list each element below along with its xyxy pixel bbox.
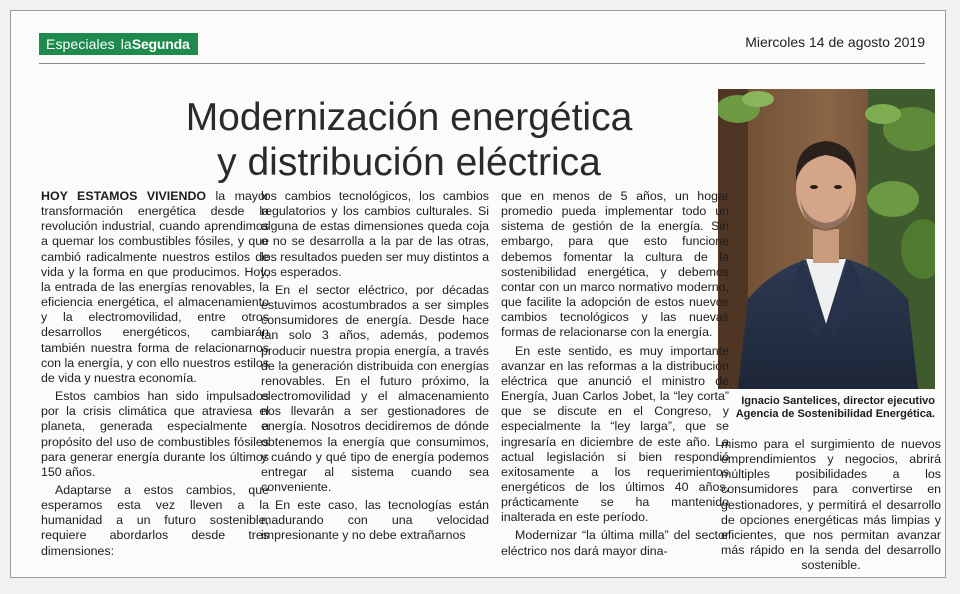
paragraph-7-continued: mismo para el surgimiento de nuevos emprendimientos y negocios, abrirá múltiples posibilidades a los consumidores para convertirse en gestionadores, y permitirá el desarrollo de opciones energéticas más limpias y eficientes, que nos permitan avanzar más rápido en la senda del desarrollo sostenible. <box>721 437 941 573</box>
article-column-1 <box>41 189 269 559</box>
photo-caption <box>718 395 935 421</box>
article-column-3 <box>501 189 729 559</box>
caption-line-2: Agencia de Sostenibilidad Energética. <box>735 408 935 420</box>
article-column-2 <box>261 189 489 544</box>
paragraph-3: Adaptarse a estos cambios, que esperamos esta vez lleven a la humanidad a un futuro sostenible, requiere abordarlos desde tres dimensiones: <box>41 482 269 558</box>
paragraph-1 <box>41 189 269 386</box>
lead-in: HOY ESTAMOS VIVIENDO <box>41 189 207 203</box>
paragraph-1-text: la mayor transformación energética desde la revolución industrial, cuando aprendimos a quemar los combustibles fósiles, y que cambió radicalmente nuestros estilos de vida y la forma en que producimos. Hoy, la entrada de las energías renovables, la eficiencia energética, el almacenamiento y la electromovilidad, entre otros desarrollos energéticos, cambiarán también nuestra forma de relacionarnos con la energía, y con ello nuestros estilos de vida y nuestra economía. <box>41 189 269 385</box>
header-divider <box>39 63 925 64</box>
paragraph-5: En este caso, las tecnologías están madurando con una velocidad impresionante y no debe extrañarnos <box>261 498 489 543</box>
article-column-4 <box>721 437 941 573</box>
headline-line-2: y distribución eléctrica <box>217 141 601 184</box>
paragraph-4: En el sector eléctrico, por décadas estuvimos acostumbrados a ser simples consumidores de energía. Desde hace tan solo 3 años, además, podemos producir nuestra propia energía, a través de la generación distribuida con energías renovables. En el futuro próximo, la electromovilidad y el almacenamiento nos llevarán a ser gestionadores de energía. Nosotros decidiremos de dónde obtenemos la energía que consumimos, y cuándo y qué tipo de energía podemos entregar al sistema cuando sea conveniente. <box>261 282 489 494</box>
brand-segunda: Segunda <box>131 36 190 52</box>
paragraph-3-continued: los cambios tecnológicos, los cambios regulatorios y los cambios culturales. Si alguna de estas dimensiones queda coja o no se desarrolla a la par de las otras, los resultados pueden ser muy distintos a los esperados. <box>261 189 489 279</box>
newspaper-page <box>10 10 946 578</box>
section-brand <box>39 33 198 55</box>
paragraph-2: Estos cambios han sido impulsados por la crisis climática que atraviesa el planeta, generada especialmente a propósito del uso de combustibles fósiles para generar energía durante los últimos 150 años. <box>41 389 269 479</box>
brand-la: la <box>120 36 132 52</box>
headline-line-1: Modernización energética <box>185 96 633 139</box>
paragraph-7: Modernizar “la última milla” del sector eléctrico nos dará mayor dina- <box>501 528 729 558</box>
caption-line-1: Ignacio Santelices, director ejecutivo <box>741 395 935 407</box>
paragraph-5-continued: que en menos de 5 años, un hogar promedio pueda implementar todo un sistema de gestión de la energía. Sin embargo, para que esto funcione debemos fomentar la cultura de la sostenibilidad energética, y debemos contar con un marco normativo moderno, que facilite la adopción de estos nuevos cambios tecnológicos y las nuevas formas de relacionarse con la energía. <box>501 189 729 340</box>
paragraph-6: En este sentido, es muy importante avanzar en las reformas a la distribución eléctrica que anunció el ministro de Energía, Juan Carlos Jobet, la “ley corta” que se discute en el Congreso, y especialmente la “ley larga”, que se ingresaría en diciembre de este año. La actual legislación si bien respondió exitosamente a los requerimientos energéticos de los últimos 40 años, prácticamente se ha mantenido inalterada en este período. <box>501 343 729 525</box>
portrait-illustration <box>718 89 935 389</box>
brand-especiales: Especiales <box>46 36 115 52</box>
publication-date: Miercoles 14 de agosto 2019 <box>745 34 925 50</box>
portrait-photo <box>718 89 935 389</box>
article-headline <box>129 95 689 185</box>
